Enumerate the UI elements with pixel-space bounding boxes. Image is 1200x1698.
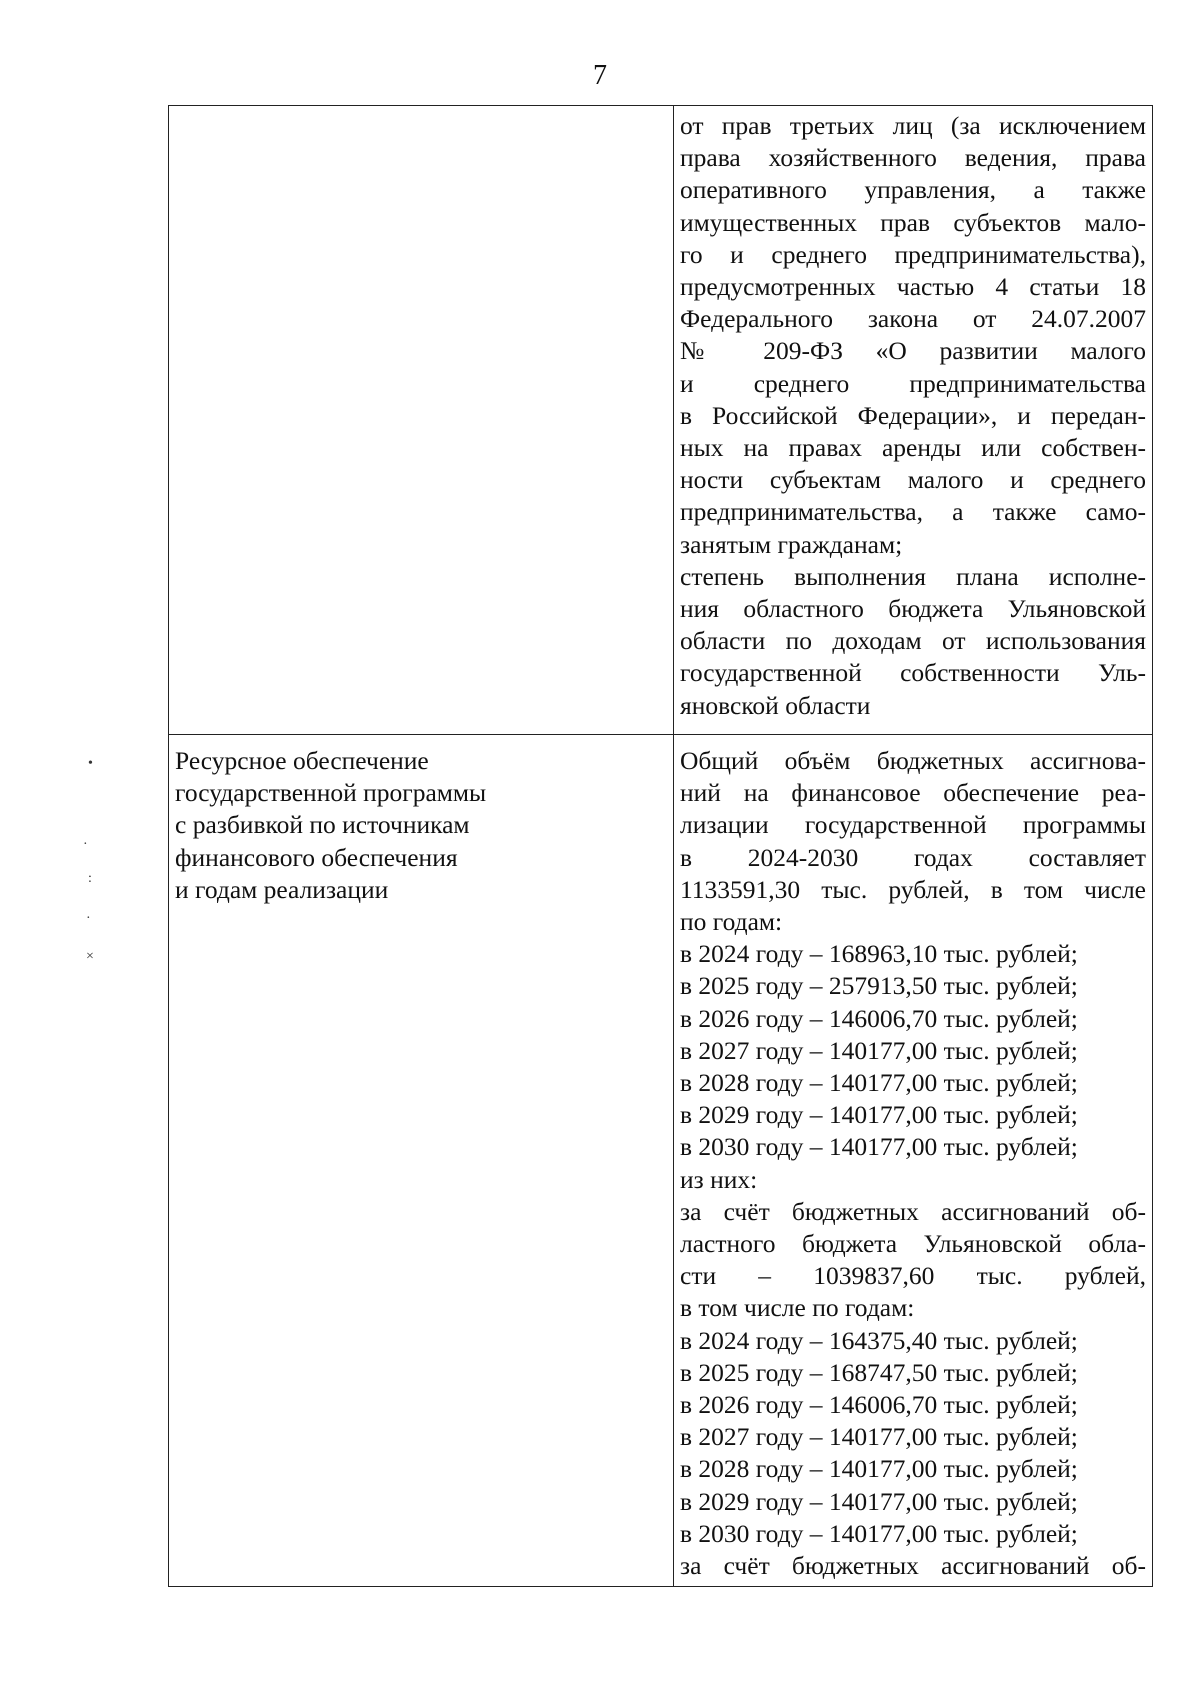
- text-line: 1133591,30 тыс. рублей, в том числе: [680, 874, 1146, 904]
- year-amount-line: в 2030 году – 140177,00 тыс. рублей;: [680, 1132, 1078, 1162]
- text-line: предусмотренных частью 4 статьи 18: [680, 272, 1146, 302]
- resource-provision-value-cell: [674, 735, 1153, 1587]
- scan-speck: :: [88, 871, 92, 886]
- resource-provision-label-cell: [169, 735, 674, 1587]
- row1-left-cell: [169, 106, 674, 735]
- year-amount-line: в 2025 году – 168747,50 тыс. рублей;: [680, 1357, 1078, 1387]
- text-line: ний на финансовое обеспечение реа-: [680, 778, 1146, 808]
- text-line: ных на правах аренды или собствен-: [680, 433, 1146, 463]
- text-line: предпринимательства, а также само-: [680, 497, 1146, 527]
- text-line: лизации государственной программы: [680, 810, 1146, 840]
- year-amount-line: в 2027 году – 140177,00 тыс. рублей;: [680, 1422, 1078, 1452]
- year-amount-line: в 2029 году – 140177,00 тыс. рублей;: [680, 1486, 1078, 1516]
- text-line: за счёт бюджетных ассигнований об-: [680, 1551, 1146, 1581]
- year-amount-line: в 2028 году – 140177,00 тыс. рублей;: [680, 1068, 1078, 1098]
- text-line: от прав третьих лиц (за исключением: [680, 111, 1146, 140]
- year-amount-line: в 2029 году – 140177,00 тыс. рублей;: [680, 1100, 1078, 1130]
- text-line: и среднего предпринимательства: [680, 368, 1146, 398]
- text-line: занятым гражданам;: [680, 529, 903, 559]
- text-line: го и среднего предпринимательства),: [680, 239, 1146, 269]
- year-amount-line: в 2027 году – 140177,00 тыс. рублей;: [680, 1035, 1078, 1065]
- text-line: права хозяйственного ведения, права: [680, 143, 1146, 173]
- text-line: с разбивкой по источникам: [175, 810, 470, 840]
- text-line: и годам реализации: [175, 874, 389, 904]
- text-line: яновской области: [680, 690, 871, 720]
- page-number: 7: [593, 60, 607, 91]
- text-line: сти – 1039837,60 тыс. рублей,: [680, 1261, 1146, 1291]
- text-line: Ресурсное обеспечение: [175, 746, 429, 775]
- year-amount-line: в 2028 году – 140177,00 тыс. рублей;: [680, 1454, 1078, 1484]
- table-row: [169, 106, 1153, 735]
- year-amount-line: в 2030 году – 140177,00 тыс. рублей;: [680, 1518, 1078, 1548]
- text-line: финансового обеспечения: [175, 842, 458, 872]
- text-line: Федерального закона от 24.07.2007: [680, 304, 1146, 334]
- text-line: государственной собственности Уль-: [680, 658, 1146, 688]
- scan-speck: •: [88, 756, 93, 771]
- text-line: за счёт бюджетных ассигнований об-: [680, 1196, 1146, 1226]
- year-amount-line: в 2024 году – 168963,10 тыс. рублей;: [680, 939, 1078, 969]
- row1-right-cell: [674, 106, 1153, 735]
- table-row: [169, 735, 1153, 1587]
- text-line: в том числе по годам:: [680, 1293, 915, 1323]
- text-line: в Российской Федерации», и передан-: [680, 400, 1146, 430]
- year-amount-line: в 2026 году – 146006,70 тыс. рублей;: [680, 1003, 1078, 1033]
- scan-speck: ·: [86, 911, 91, 926]
- year-amount-line: в 2025 году – 257913,50 тыс. рублей;: [680, 971, 1078, 1001]
- year-amount-line: в 2026 году – 146006,70 тыс. рублей;: [680, 1390, 1078, 1420]
- text-line: ния областного бюджета Ульяновской: [680, 594, 1146, 624]
- text-line: Общий объём бюджетных ассигнова-: [680, 746, 1146, 775]
- year-amount-line: в 2024 году – 164375,40 тыс. рублей;: [680, 1325, 1078, 1355]
- text-line: ластного бюджета Ульяновской обла-: [680, 1229, 1146, 1259]
- text-line: по годам:: [680, 907, 783, 937]
- text-line: ности субъектам малого и среднего: [680, 465, 1146, 495]
- text-line: № 209-ФЗ «О развитии малого: [680, 336, 1146, 366]
- text-line: оперативного управления, а также: [680, 175, 1146, 205]
- text-line: из них:: [680, 1164, 758, 1194]
- text-line: государственной программы: [175, 778, 487, 808]
- text-line: степень выполнения плана исполне-: [680, 561, 1146, 591]
- text-line: имущественных прав субъектов мало-: [680, 207, 1146, 237]
- scan-speck: ×: [86, 949, 94, 964]
- program-passport-table: [168, 105, 1153, 1587]
- text-line: в 2024-2030 годах составляет: [680, 842, 1146, 872]
- scan-speck: ·: [83, 837, 88, 852]
- text-line: области по доходам от использования: [680, 626, 1146, 656]
